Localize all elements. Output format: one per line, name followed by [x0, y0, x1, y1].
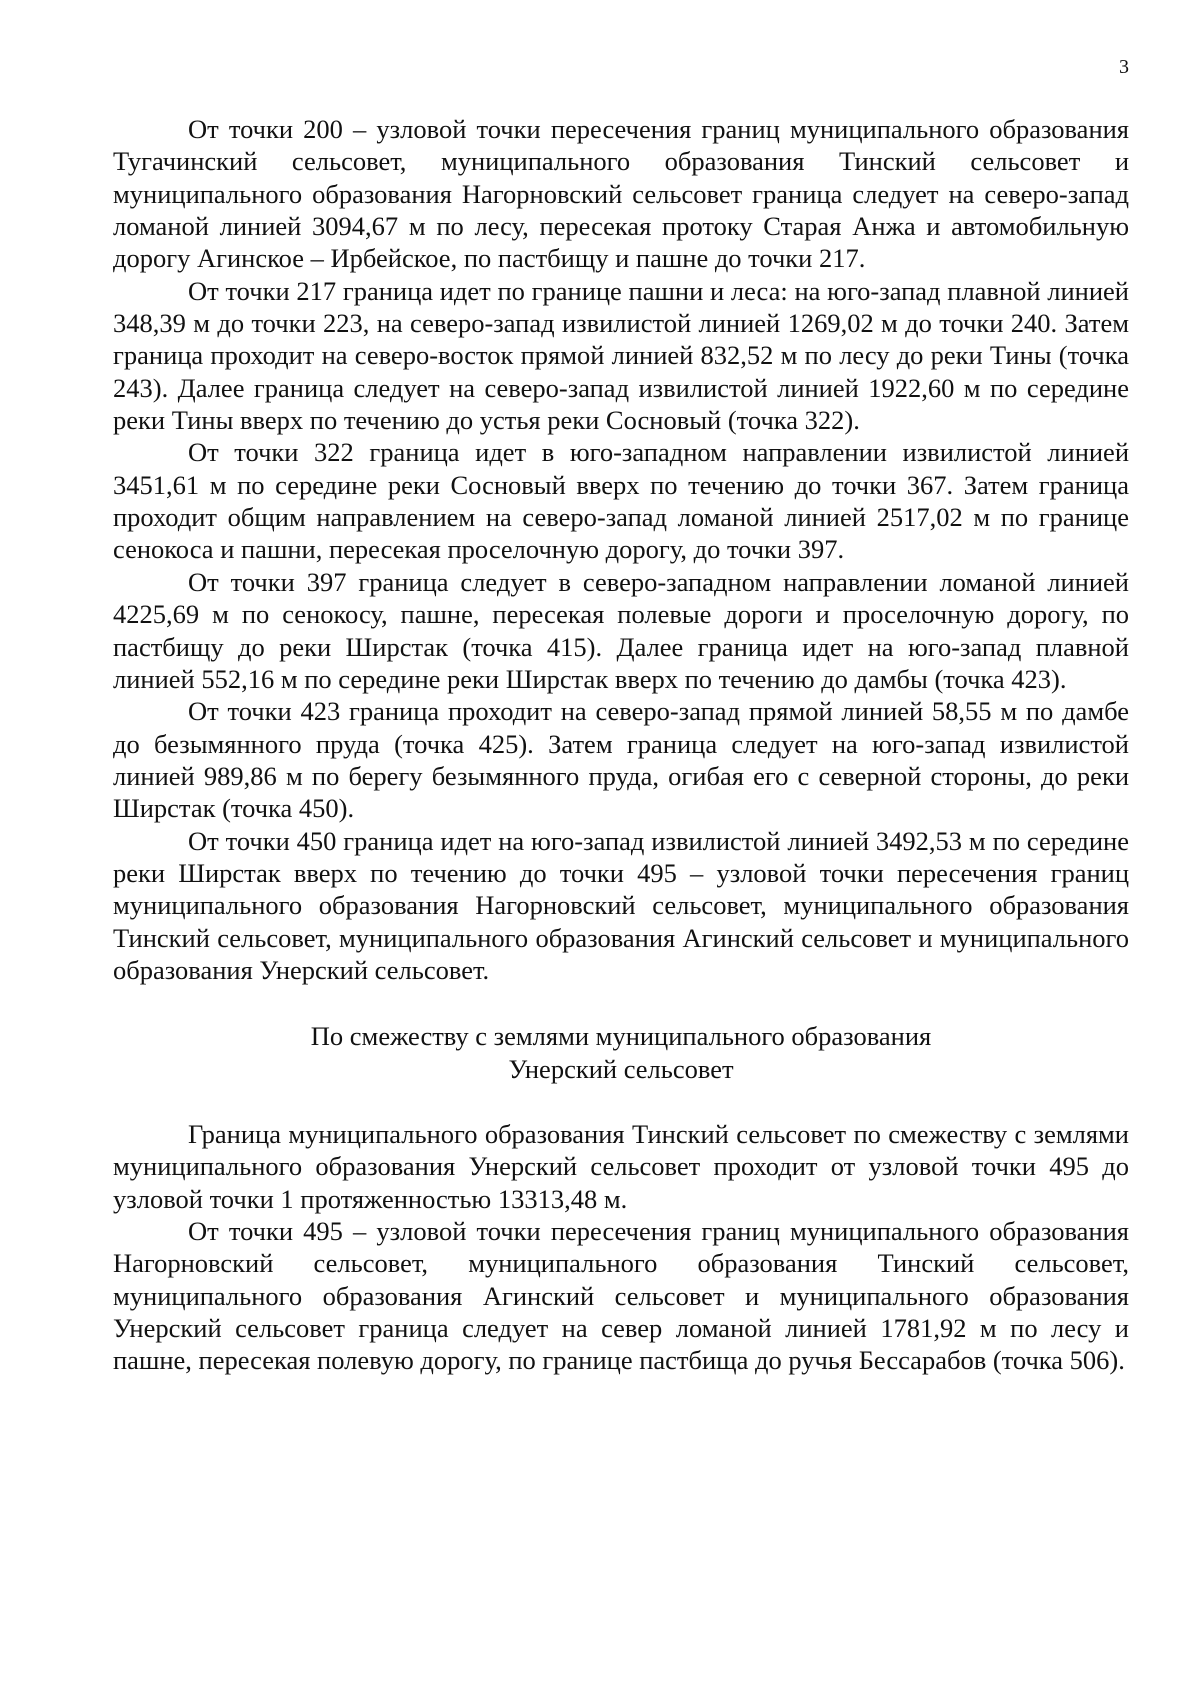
section-heading-line-2: Унерский сельсовет	[508, 1053, 734, 1084]
paragraph-point-450: От точки 450 граница идет на юго-запад извилистой линией 3492,53 м по середине реки Ширстак вверх по течению до точки 495 – узловой точки пересечения границ муниципального образования Нагорновский сельсовет, муниципального образования Тинский сельсовет, муниципального образования Агинский сельсовет и муниципального образования Унерский сельсовет.	[113, 825, 1129, 985]
document-body	[113, 113, 1129, 1377]
paragraph-point-200: От точки 200 – узловой точки пересечения границ муниципального образования Тугачинский сельсовет, муниципального образования Тинский сельсовет и муниципального образования Нагорновский сельсовет граница следует на северо-запад ломаной линией 3094,67 м по лесу, пересекая протоку Старая Анжа и автомобильную дорогу Агинское – Ирбейское, по пастбищу и пашне до точки 217.	[113, 114, 1129, 274]
section-heading-line-1: По смежеству с землями муниципального образования	[310, 1021, 932, 1052]
page-number: 3	[1119, 56, 1129, 78]
paragraph-point-217: От точки 217 граница идет по границе пашни и леса: на юго-запад плавной линией 348,39 м до точки 223, на северо-запад извилистой линией 1269,02 м до точки 240. Затем граница проходит на северо-восток прямой линией 832,52 м по лесу до реки Тины (точка 243). Далее граница следует на северо-запад извилистой линией 1922,60 м по середине реки Тины вверх по течению до устья реки Сосновый (точка 322).	[113, 275, 1129, 436]
paragraph-boundary-summary: Граница муниципального образования Тинский сельсовет по смежеству с землями муниципального образования Унерский сельсовет проходит от узловой точки 495 до узловой точки 1 протяженностью 13313,48 м.	[113, 1118, 1129, 1214]
paragraph-point-397: От точки 397 граница следует в северо-западном направлении ломаной линией 4225,69 м по сенокосу, пашне, пересекая полевые дороги и проселочную дорогу, по пастбищу до реки Ширстак (точка 415). Далее граница идет на юго-запад плавной линией 552,16 м по середине реки Ширстак вверх по течению до дамбы (точка 423).	[113, 566, 1129, 694]
paragraph-point-495: От точки 495 – узловой точки пересечения границ муниципального образования Нагорновский сельсовет, муниципального образования Тинский сельсовет, муниципального образования Агинский сельсовет и муниципального образования Унерский сельсовет граница следует на север ломаной линией 1781,92 м по лесу и пашне, пересекая полевую дорогу, по границе пастбища до ручья Бессарабов (точка 506).	[113, 1216, 1129, 1376]
paragraph-point-322: От точки 322 граница идет в юго-западном направлении извилистой линией 3451,61 м по середине реки Сосновый вверх по течению до точки 367. Затем граница проходит общим направлением на северо-запад ломаной линией 2517,02 м по границе сенокоса и пашни, пересекая проселочную дорогу, до точки 397.	[113, 437, 1129, 565]
section-heading	[113, 1020, 1129, 1085]
paragraph-point-423: От точки 423 граница проходит на северо-запад прямой линией 58,55 м по дамбе до безымянного пруда (точка 425). Затем граница следует на юго-запад извилистой линией 989,86 м по берегу безымянного пруда, огибая его с северной стороны, до реки Ширстак (точка 450).	[113, 696, 1129, 824]
